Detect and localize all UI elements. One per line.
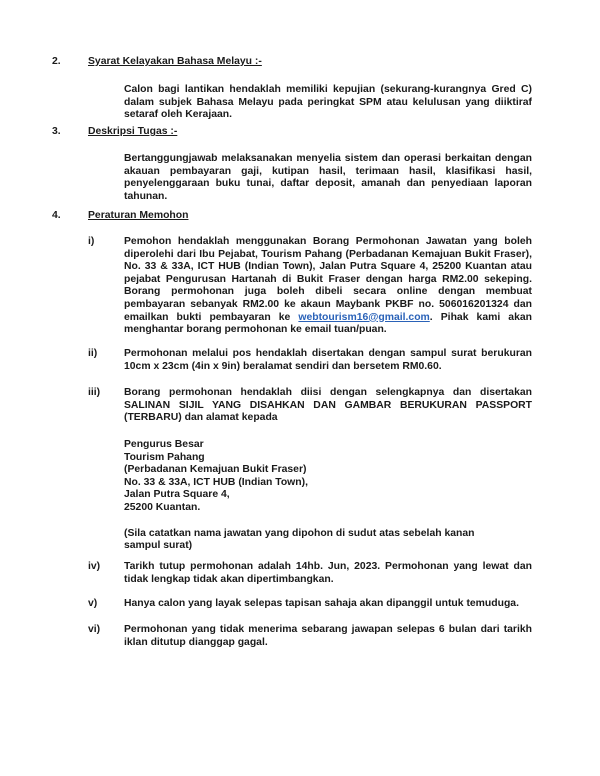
rule-text: Pemohon hendaklah menggunakan Borang Permohonan Jawatan yang boleh diperolehi dari Ibu Pejabat, Tourism Pahang (Perbadanan Kemajuan Bukit Fraser), No. 33 & 33A, ICT HUB (Indian Town), Jalan Putra Square 4, 25200 Kuantan atau pejabat Pengurusan Hartanah di Bukit Fraser dengan harga RM2.00 sekeping. Borang permohonan juga boleh dibeli secara online dengan membuat pembayaran sebanyak RM2.00 ke akaun Maybank PKBF no. 506016201324 dan emailkan bukti pembayaran ke [124,236,532,323]
rule-item-iv: Tarikh tutup permohonan adalah 14hb. Jun, 2023. Permohonan yang lewat dan tidak lengkap tidak akan dipertimbangkan. [124,561,532,585]
mailing-address [124,439,532,553]
address-line: Tourism Pahang [124,451,205,463]
section-title-deskripsi-tugas: Deskripsi Tugas :- [88,126,178,137]
section-number: 3. [52,126,61,137]
address-line: (Perbadanan Kemajuan Bukit Fraser) [124,464,307,476]
address-note: (Sila catatkan nama jawatan yang dipohon di sudut atas sebelah kanan [124,527,475,539]
rule-item-ii: Permohonan melalui pos hendaklah disertakan dengan sampul surat berukuran 10cm x 23cm (4in x 9in) beralamat sendiri dan bersetem RM0.60. [124,348,532,372]
rule-item-v: Hanya calon yang layak selepas tapisan sahaja akan dipanggil untuk temuduga. [124,598,519,609]
rule-text: . Pihak kami akan menghantar borang permohonan ke email tuan/puan. [124,311,532,336]
rule-numeral: iv) [88,561,101,572]
section-number: 4. [52,210,61,221]
rule-item-iii: Borang permohonan hendaklah diisi dengan selengkapnya dan disertakan SALINAN SIJIL YANG DISAHKAN DAN GAMBAR BERUKURAN PASSPORT (TERBARU) dan alamat kepada [124,387,532,424]
rule-numeral: iii) [88,387,101,398]
address-line: Pengurus Besar [124,439,204,450]
rule-item-vi: Permohonan yang tidak menerima sebarang jawapan selepas 6 bulan dari tarikh iklan ditutup dianggap gagal. [124,624,532,648]
rule-numeral: i) [88,236,95,247]
email-link[interactable]: webtourism16@gmail.com [298,311,430,323]
address-line: 25200 Kuantan. [124,501,201,513]
rule-item-i [124,236,532,337]
section-number: 2. [52,56,61,67]
section-title-syarat-kelayakan: Syarat Kelayakan Bahasa Melayu :- [88,56,262,67]
rule-numeral: ii) [88,348,98,359]
section-body-deskripsi-tugas: Bertanggungjawab melaksanakan menyelia sistem dan operasi berkaitan dengan akauan pembayaran gaji, kutipan hasil, terimaan hasil, klasifikasi hasil, penyelenggaraan buku tunai, daftar deposit, amanah dan penyediaan laporan tahunan. [124,153,532,202]
rule-numeral: v) [88,598,98,609]
section-body-syarat-kelayakan: Calon bagi lantikan hendaklah memiliki kepujian (sekurang-kurangnya Gred C) dalam subjek Bahasa Melayu pada peringkat SPM atau kelulusan yang diiktiraf setaraf oleh Kerajaan. [124,84,532,121]
section-title-peraturan-memohon: Peraturan Memohon [88,210,189,221]
address-line: Jalan Putra Square 4, [124,489,230,501]
rule-numeral: vi) [88,624,101,635]
address-line: No. 33 & 33A, ICT HUB (Indian Town), [124,476,308,488]
address-note: sampul surat) [124,540,193,552]
